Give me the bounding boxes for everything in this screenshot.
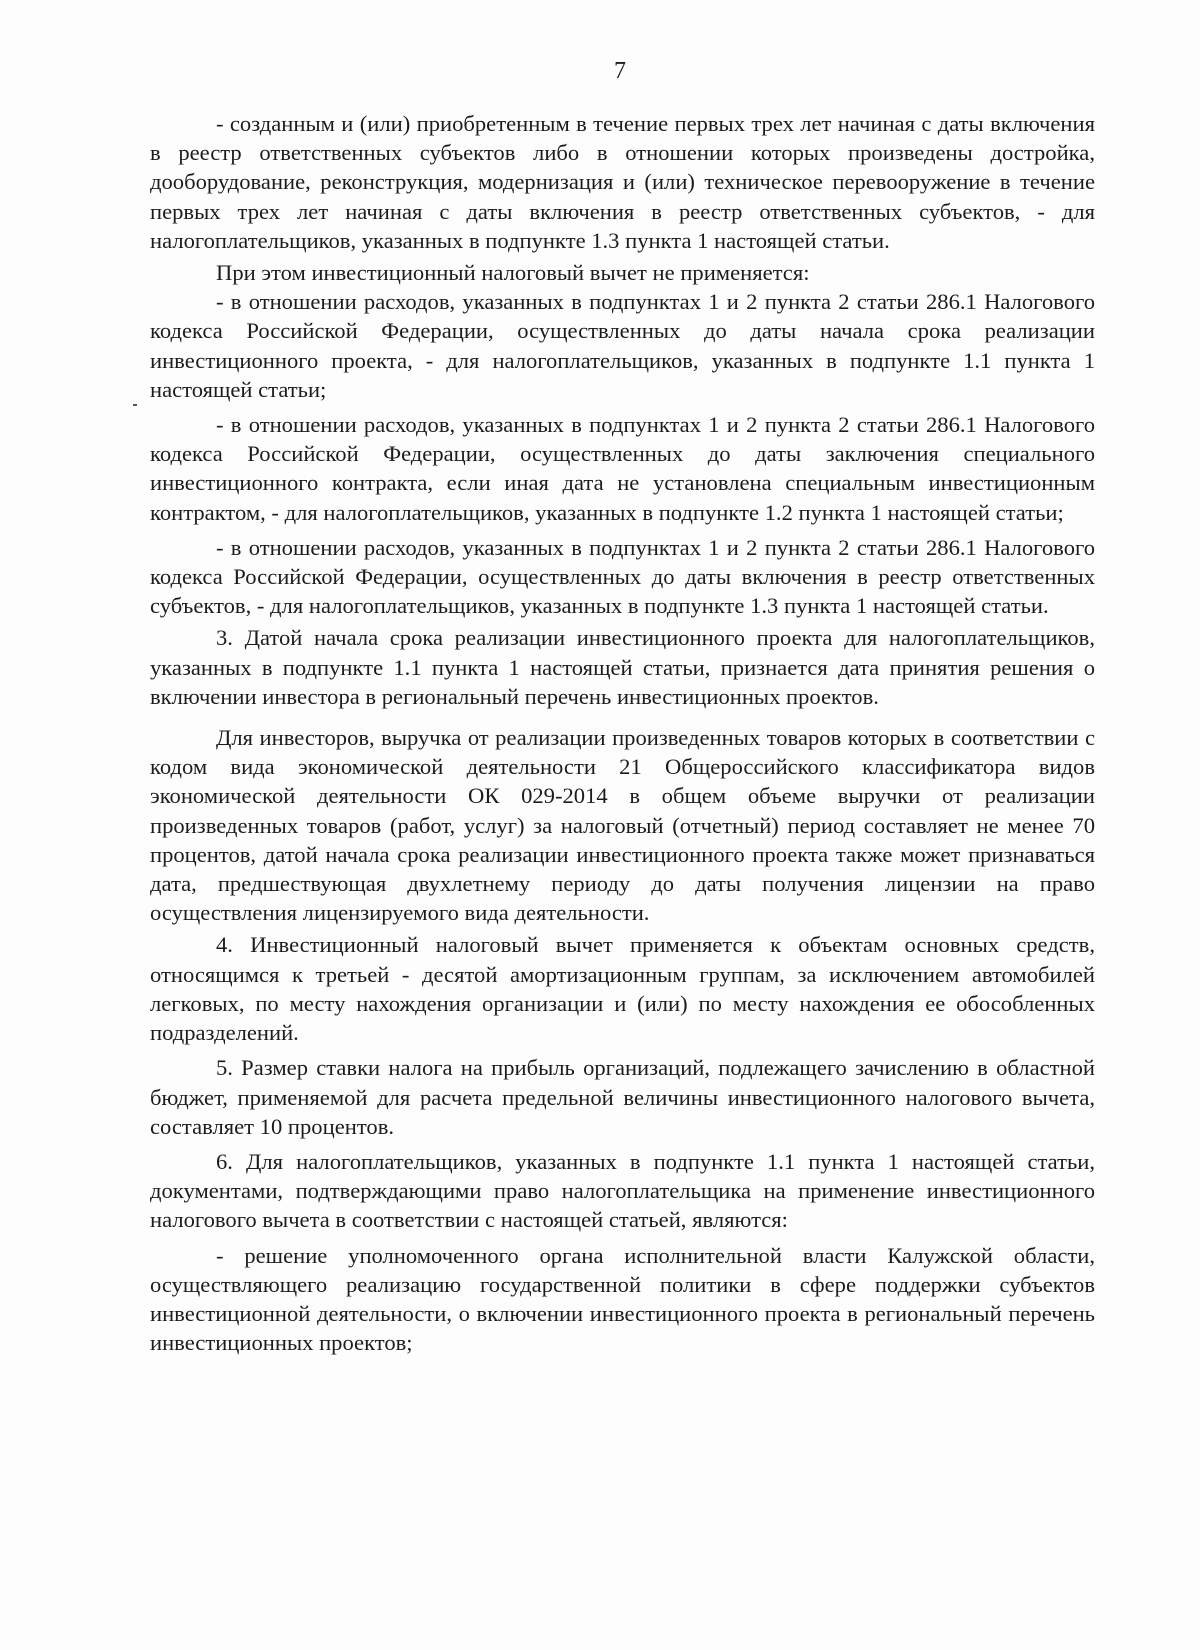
paragraph-created-acquired-assets: - созданным и (или) приобретенным в течение первых трех лет начиная с даты включения в реестр ответственных субъектов либо в отношении которых произведены достройка, дооборудование, реконструкция, модернизация и (или) техническое перевооружение в течение первых трех лет начиная с даты включения в реестр ответственных субъектов, - для налогоплательщиков, указанных в подпункте 1.3 пункта 1 настоящей статьи. [150,111,1095,253]
paragraph-expenses-before-special-contract: - в отношении расходов, указанных в подпунктах 1 и 2 пункта 2 статьи 286.1 Налогового кодекса Российской Федерации, осуществленных до даты заключения специального инвестиционного контракта, если иная дата не установлена специальным инвестиционным контрактом, - для налогоплательщиков, указанных в подпункте 1.2 пункта 1 настоящей статьи; [150,412,1095,525]
document-body [150,109,1095,1357]
paragraph-expenses-before-project-start: - в отношении расходов, указанных в подпунктах 1 и 2 пункта 2 статьи 286.1 Налогового кодекса Российской Федерации, осуществленных до даты начала срока реализации инвестиционного проекта, - для налогоплательщиков, указанных в подпункте 1.1 пункта 1 настоящей статьи; [150,289,1095,402]
paragraph-4-fixed-assets: 4. Инвестиционный налоговый вычет применяется к объектам основных средств, относящимся к третьей - десятой амортизационным группам, за исключением автомобилей легковых, по месту нахождения организации и (или) по месту нахождения ее обособленных подразделений. [150,932,1095,1046]
paragraph-3-project-start-date: 3. Датой начала срока реализации инвестиционного проекта для налогоплательщиков, указанных в подпункте 1.1 пункта 1 настоящей статьи, признается дата принятия решения о включении инвестора в региональный перечень инвестиционных проектов. [150,625,1095,709]
page-number: 7 [614,58,626,84]
paragraph-authority-decision: - решение уполномоченного органа исполнительной власти Калужской области, осуществляющего реализацию государственной политики в сфере поддержки субъектов инвестиционной деятельности, о включении инвестиционного проекта в региональный перечень инвестиционных проектов; [150,1242,1095,1356]
paragraph-expenses-before-registry: - в отношении расходов, указанных в подпунктах 1 и 2 пункта 2 статьи 286.1 Налогового кодекса Российской Федерации, осуществленных до даты включения в реестр ответственных субъектов, - для налогоплательщиков, указанных в подпункте 1.3 пункта 1 настоящей статьи. [150,534,1095,619]
scan-mark [133,404,137,406]
paragraph-6-supporting-documents: 6. Для налогоплательщиков, указанных в подпункте 1.1 пункта 1 настоящей статьи, документами, подтверждающими право налогоплательщика на применение инвестиционного налогового вычета в соответствии с настоящей статьей, являются: [150,1148,1095,1233]
paragraph-deduction-not-applied: При этом инвестиционный налоговый вычет не применяется: [216,260,810,286]
paragraph-5-tax-rate: 5. Размер ставки налога на прибыль организаций, подлежащего зачислению в областной бюджет, применяемой для расчета предельной величины инвестиционного налогового вычета, составляет 10 процентов. [150,1055,1095,1139]
paragraph-investors-revenue: Для инвесторов, выручка от реализации произведенных товаров которых в соответствии с кодом вида экономической деятельности 21 Общероссийского классификатора видов экономической деятельности ОК 029-2014 в общем объеме выручки от реализации произведенных товаров (работ, услуг) за налоговый (отчетный) период составляет не менее 70 процентов, датой начала срока реализации инвестиционного проекта также может признаваться дата, предшествующая двухлетнему периоду до даты получения лицензии на право осуществления лицензируемого вида деятельности. [150,725,1095,926]
